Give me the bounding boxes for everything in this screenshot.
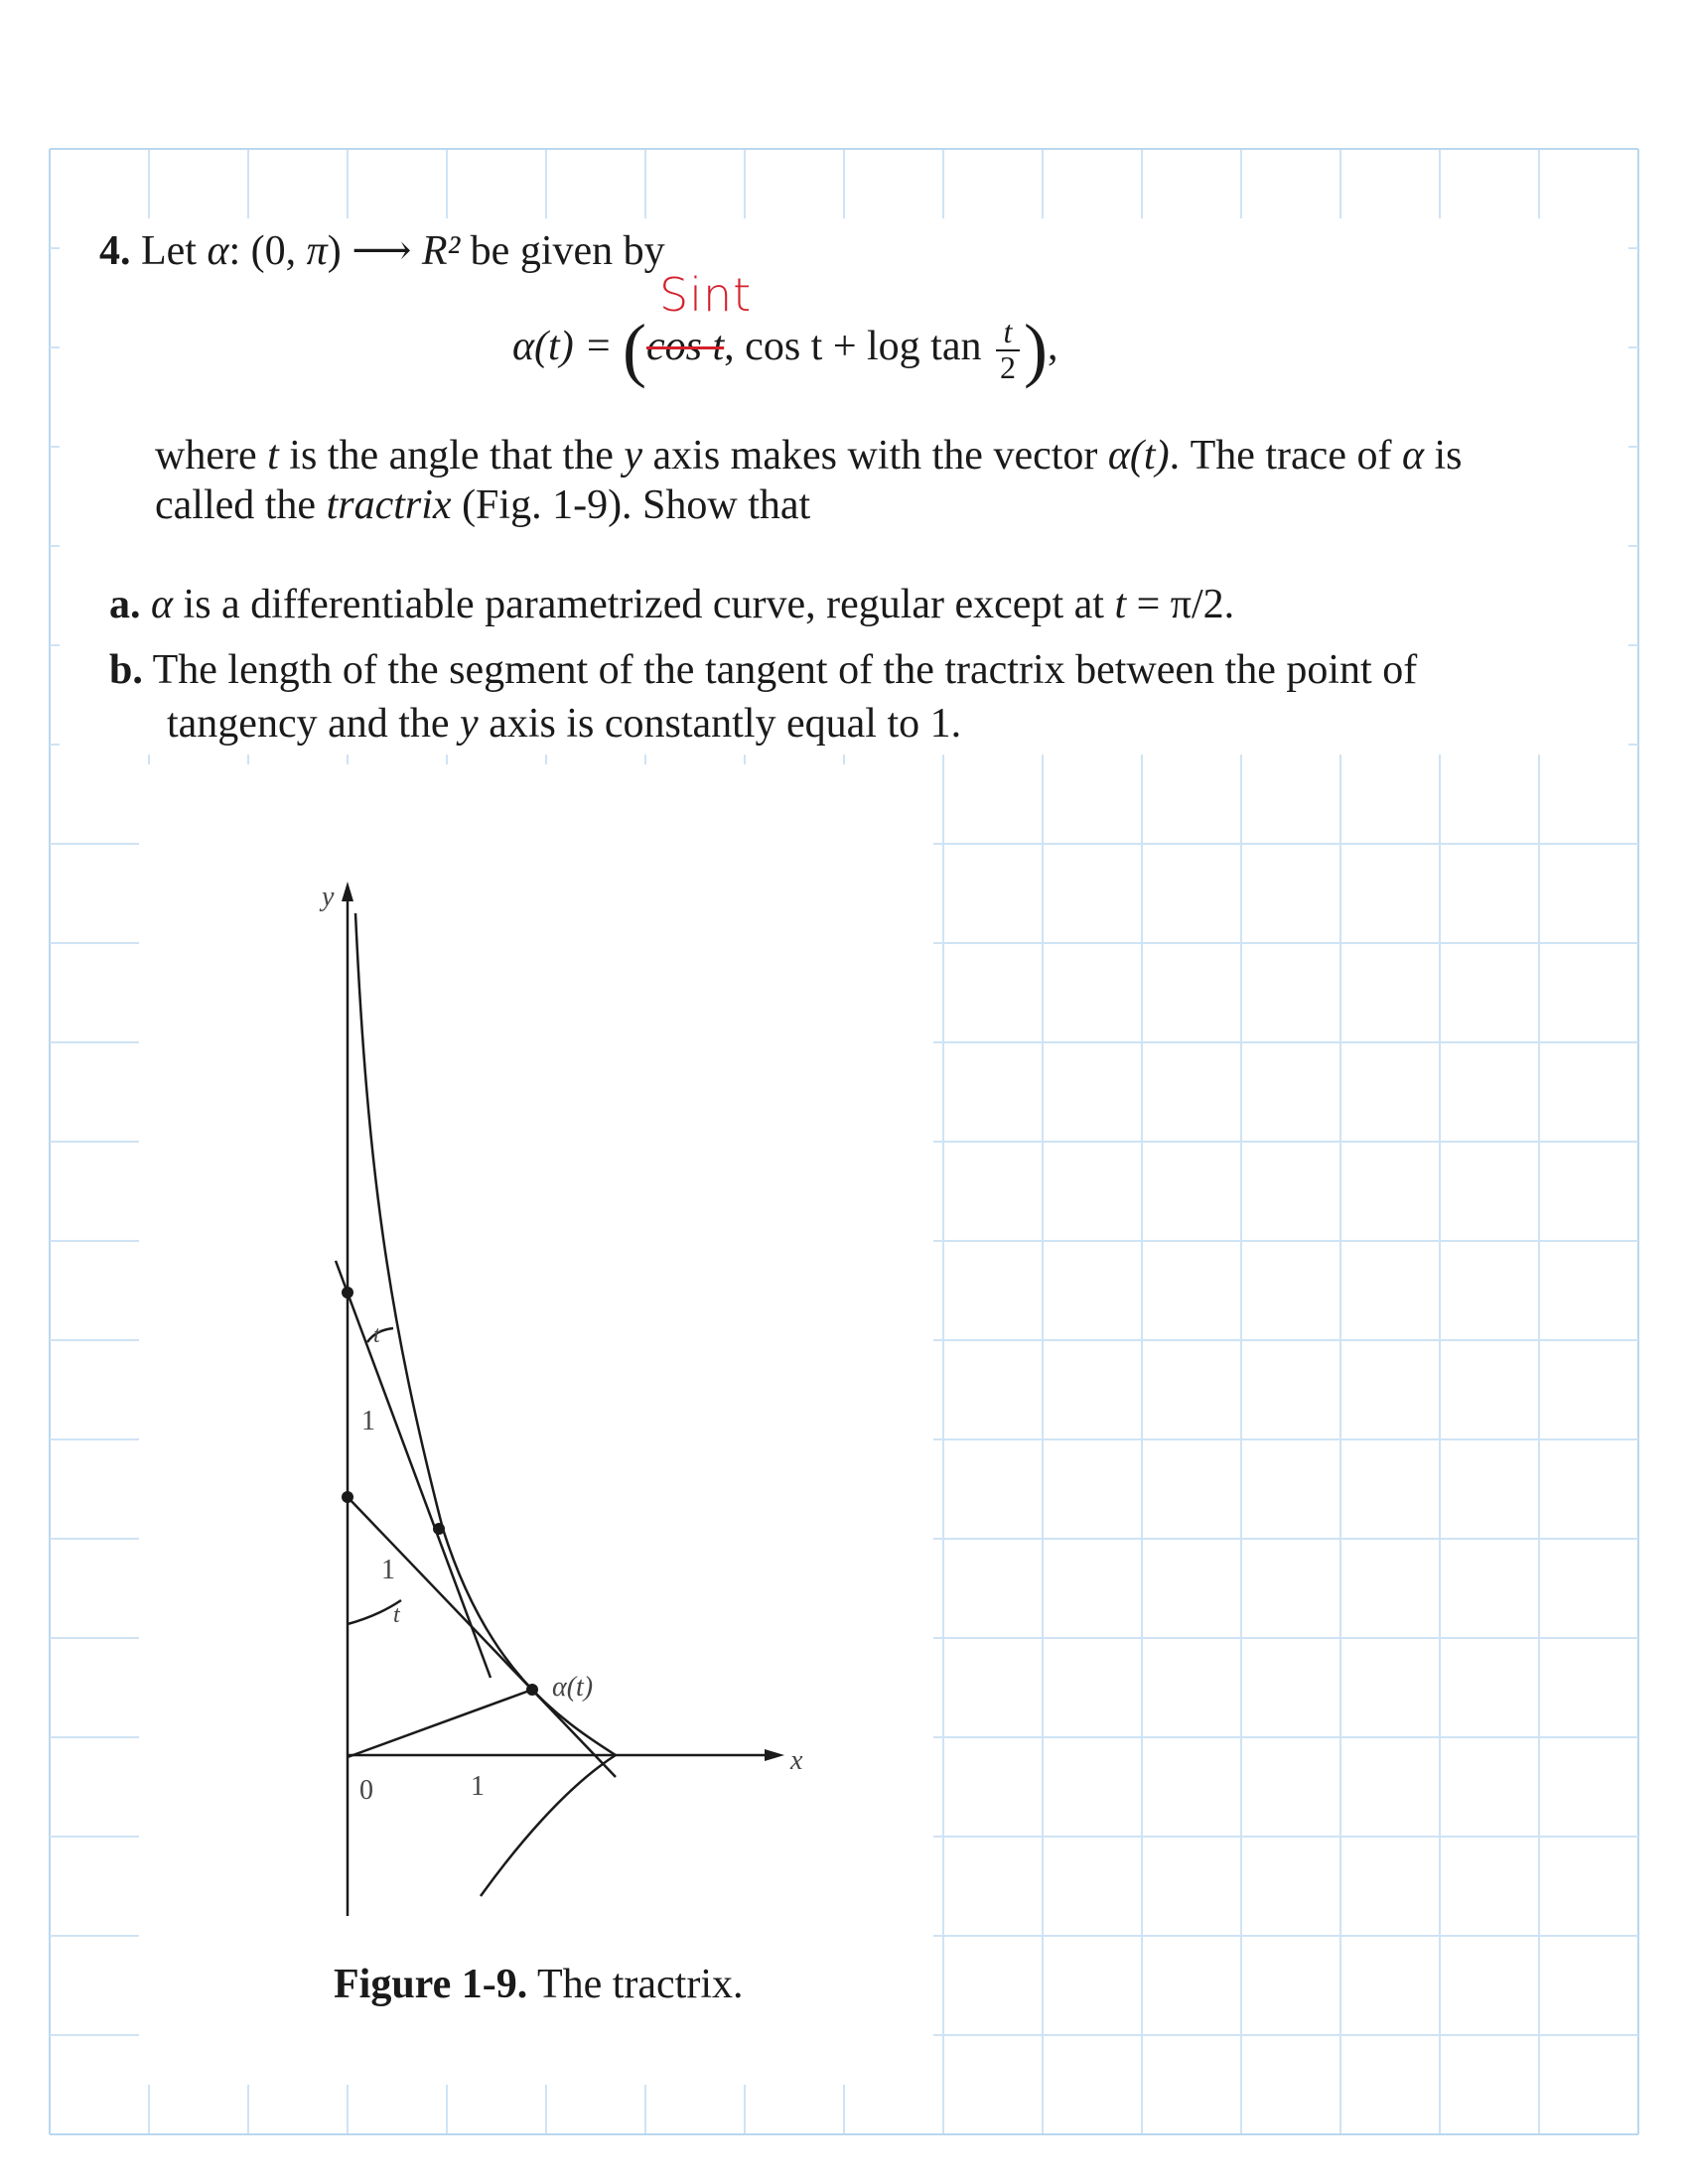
x-axis-label: x (790, 1745, 803, 1776)
tractrix-upper-branch (355, 913, 616, 1755)
figure-caption: Figure 1-9. The tractrix. (334, 1962, 744, 2007)
y-axis-label: y (322, 882, 335, 912)
segment-label-lower: 1 (381, 1555, 395, 1585)
fraction-t-over-2: $\frac{t}{2}$ (996, 316, 1020, 384)
segment-origin-to-point (348, 1690, 532, 1757)
description-line-2: called the tractrix (Fig. 1-9). Show that (155, 482, 811, 528)
x-axis-arrow (765, 1749, 784, 1761)
alpha-formula: α(t) = (cos t, cos t + log tan $\frac{t}{2}$ ), (512, 309, 1058, 389)
point-alpha-t (526, 1684, 538, 1696)
angle-label-upper: t (373, 1322, 380, 1348)
tangent-line-lower (348, 1497, 616, 1777)
angle-label-lower: t (393, 1602, 400, 1628)
part-a-label: a. (109, 582, 141, 627)
origin-label: 0 (359, 1775, 373, 1806)
y-axis-arrow (342, 882, 353, 901)
description-line-1: where t is the angle that the y axis makes with the vector α(t). The trace of α is (155, 433, 1463, 478)
tangent-line-upper (336, 1261, 491, 1678)
x-tick-label: 1 (471, 1771, 485, 1802)
problem-number: 4. (99, 228, 131, 274)
point-y-lower (342, 1491, 353, 1503)
tractrix-lower-branch (481, 1755, 616, 1896)
handwritten-annotation: Sint (659, 268, 753, 322)
problem-statement: 4. Let α: (0, π) ⟶ R² be given by (99, 228, 665, 274)
point-y-upper (342, 1287, 353, 1298)
part-b-line-2: tangency and the y axis is constantly equal to 1. (167, 701, 962, 747)
struck-cos-t: cos t (646, 324, 725, 370)
part-a: a. α is a differentiable parametrized curve, regular except at t = π/2. (109, 582, 1235, 627)
angle-arc-upper (367, 1328, 393, 1342)
segment-label-upper: 1 (361, 1406, 375, 1436)
part-b-line-1: b. The length of the segment of the tangent of the tractrix between the point of (109, 647, 1418, 693)
point-alpha-label: α(t) (552, 1672, 594, 1703)
point-tangency-upper (433, 1523, 445, 1535)
part-b-label: b. (109, 647, 143, 693)
